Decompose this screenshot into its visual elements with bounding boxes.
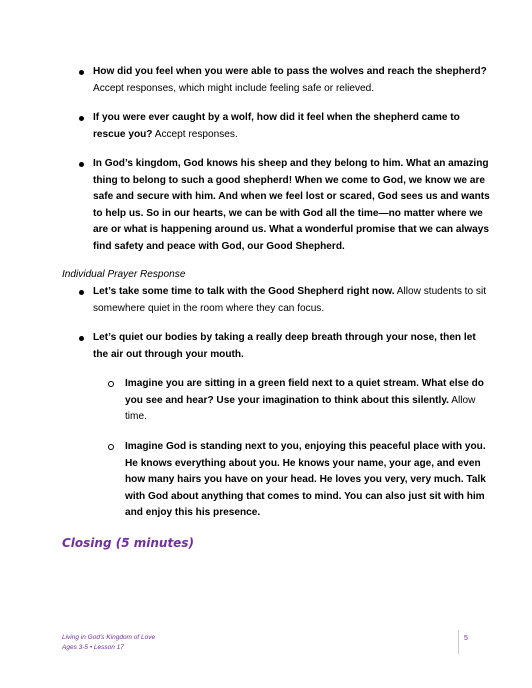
hollow-bullet-icon: [108, 381, 114, 387]
bullet-icon: [79, 70, 84, 75]
footer-divider: [458, 630, 459, 654]
footer-title: Living in God’s Kingdom of Love: [62, 634, 156, 641]
bullet-text: [93, 110, 493, 143]
closing-heading: Closing (5 minutes): [62, 536, 194, 550]
section-label: Individual Prayer Response: [62, 269, 186, 280]
page-number: 5: [464, 635, 468, 642]
bullet-text: [93, 284, 493, 317]
instruction-text: Allow time.: [125, 394, 476, 423]
instruction-text: Accept responses.: [152, 128, 238, 140]
prompt-text: Imagine God is standing next to you, enjoying this peaceful place with you. He knows everything about you. He knows your name, your age, and even how many hairs you have on your head. He loves you very, very much. Talk with God about anything that comes to mind. You can also just sit with him and enjoy this his presence.: [125, 441, 486, 519]
teaching-text: In God’s kingdom, God knows his sheep and they belong to him. What an amazing thing to belong to such a good shepherd! When we come to God, we know we are safe and secure with him. And when we feel lost or scared, God sees us and wants to help us. So in our hearts, we can be with God all the time—no matter where we are or what is happening around us. What a wonderful promise that we can always find safety and peace with God, our Good Shepherd.: [93, 158, 490, 252]
footer: [62, 633, 155, 653]
bullet-icon: [79, 162, 84, 167]
sub-bullet-text: [125, 439, 500, 522]
prompt-text: Imagine you are sitting in a green field next to a quiet stream. What else do you see and hear? Use your imagination to think about this silently.: [125, 378, 484, 406]
question-text: How did you feel when you were able to pass the wolves and reach the shepherd?: [93, 66, 487, 77]
sub-bullet-text: [125, 376, 500, 426]
bullet-icon: [79, 116, 84, 121]
instruction-text: Allow students to sit somewhere quiet in the room where they can focus.: [93, 286, 486, 314]
prompt-text: Let’s quiet our bodies by taking a really deep breath through your nose, then let the air out through your mouth.: [93, 332, 476, 360]
bullet-text: [93, 330, 493, 363]
bullet-icon: [79, 290, 84, 295]
hollow-bullet-icon: [108, 444, 114, 450]
footer-lesson: Ages 3-5 • Lesson 17: [62, 644, 124, 651]
prompt-text: Let’s take some time to talk with the Good Shepherd right now.: [93, 286, 395, 297]
question-text: If you were ever caught by a wolf, how did it feel when the shepherd came to rescue you?: [93, 112, 460, 140]
bullet-text: [93, 156, 493, 256]
instruction-text: Accept responses, which might include feeling safe or relieved.: [93, 82, 375, 94]
bullet-text: [93, 64, 493, 97]
bullet-icon: [79, 336, 84, 341]
